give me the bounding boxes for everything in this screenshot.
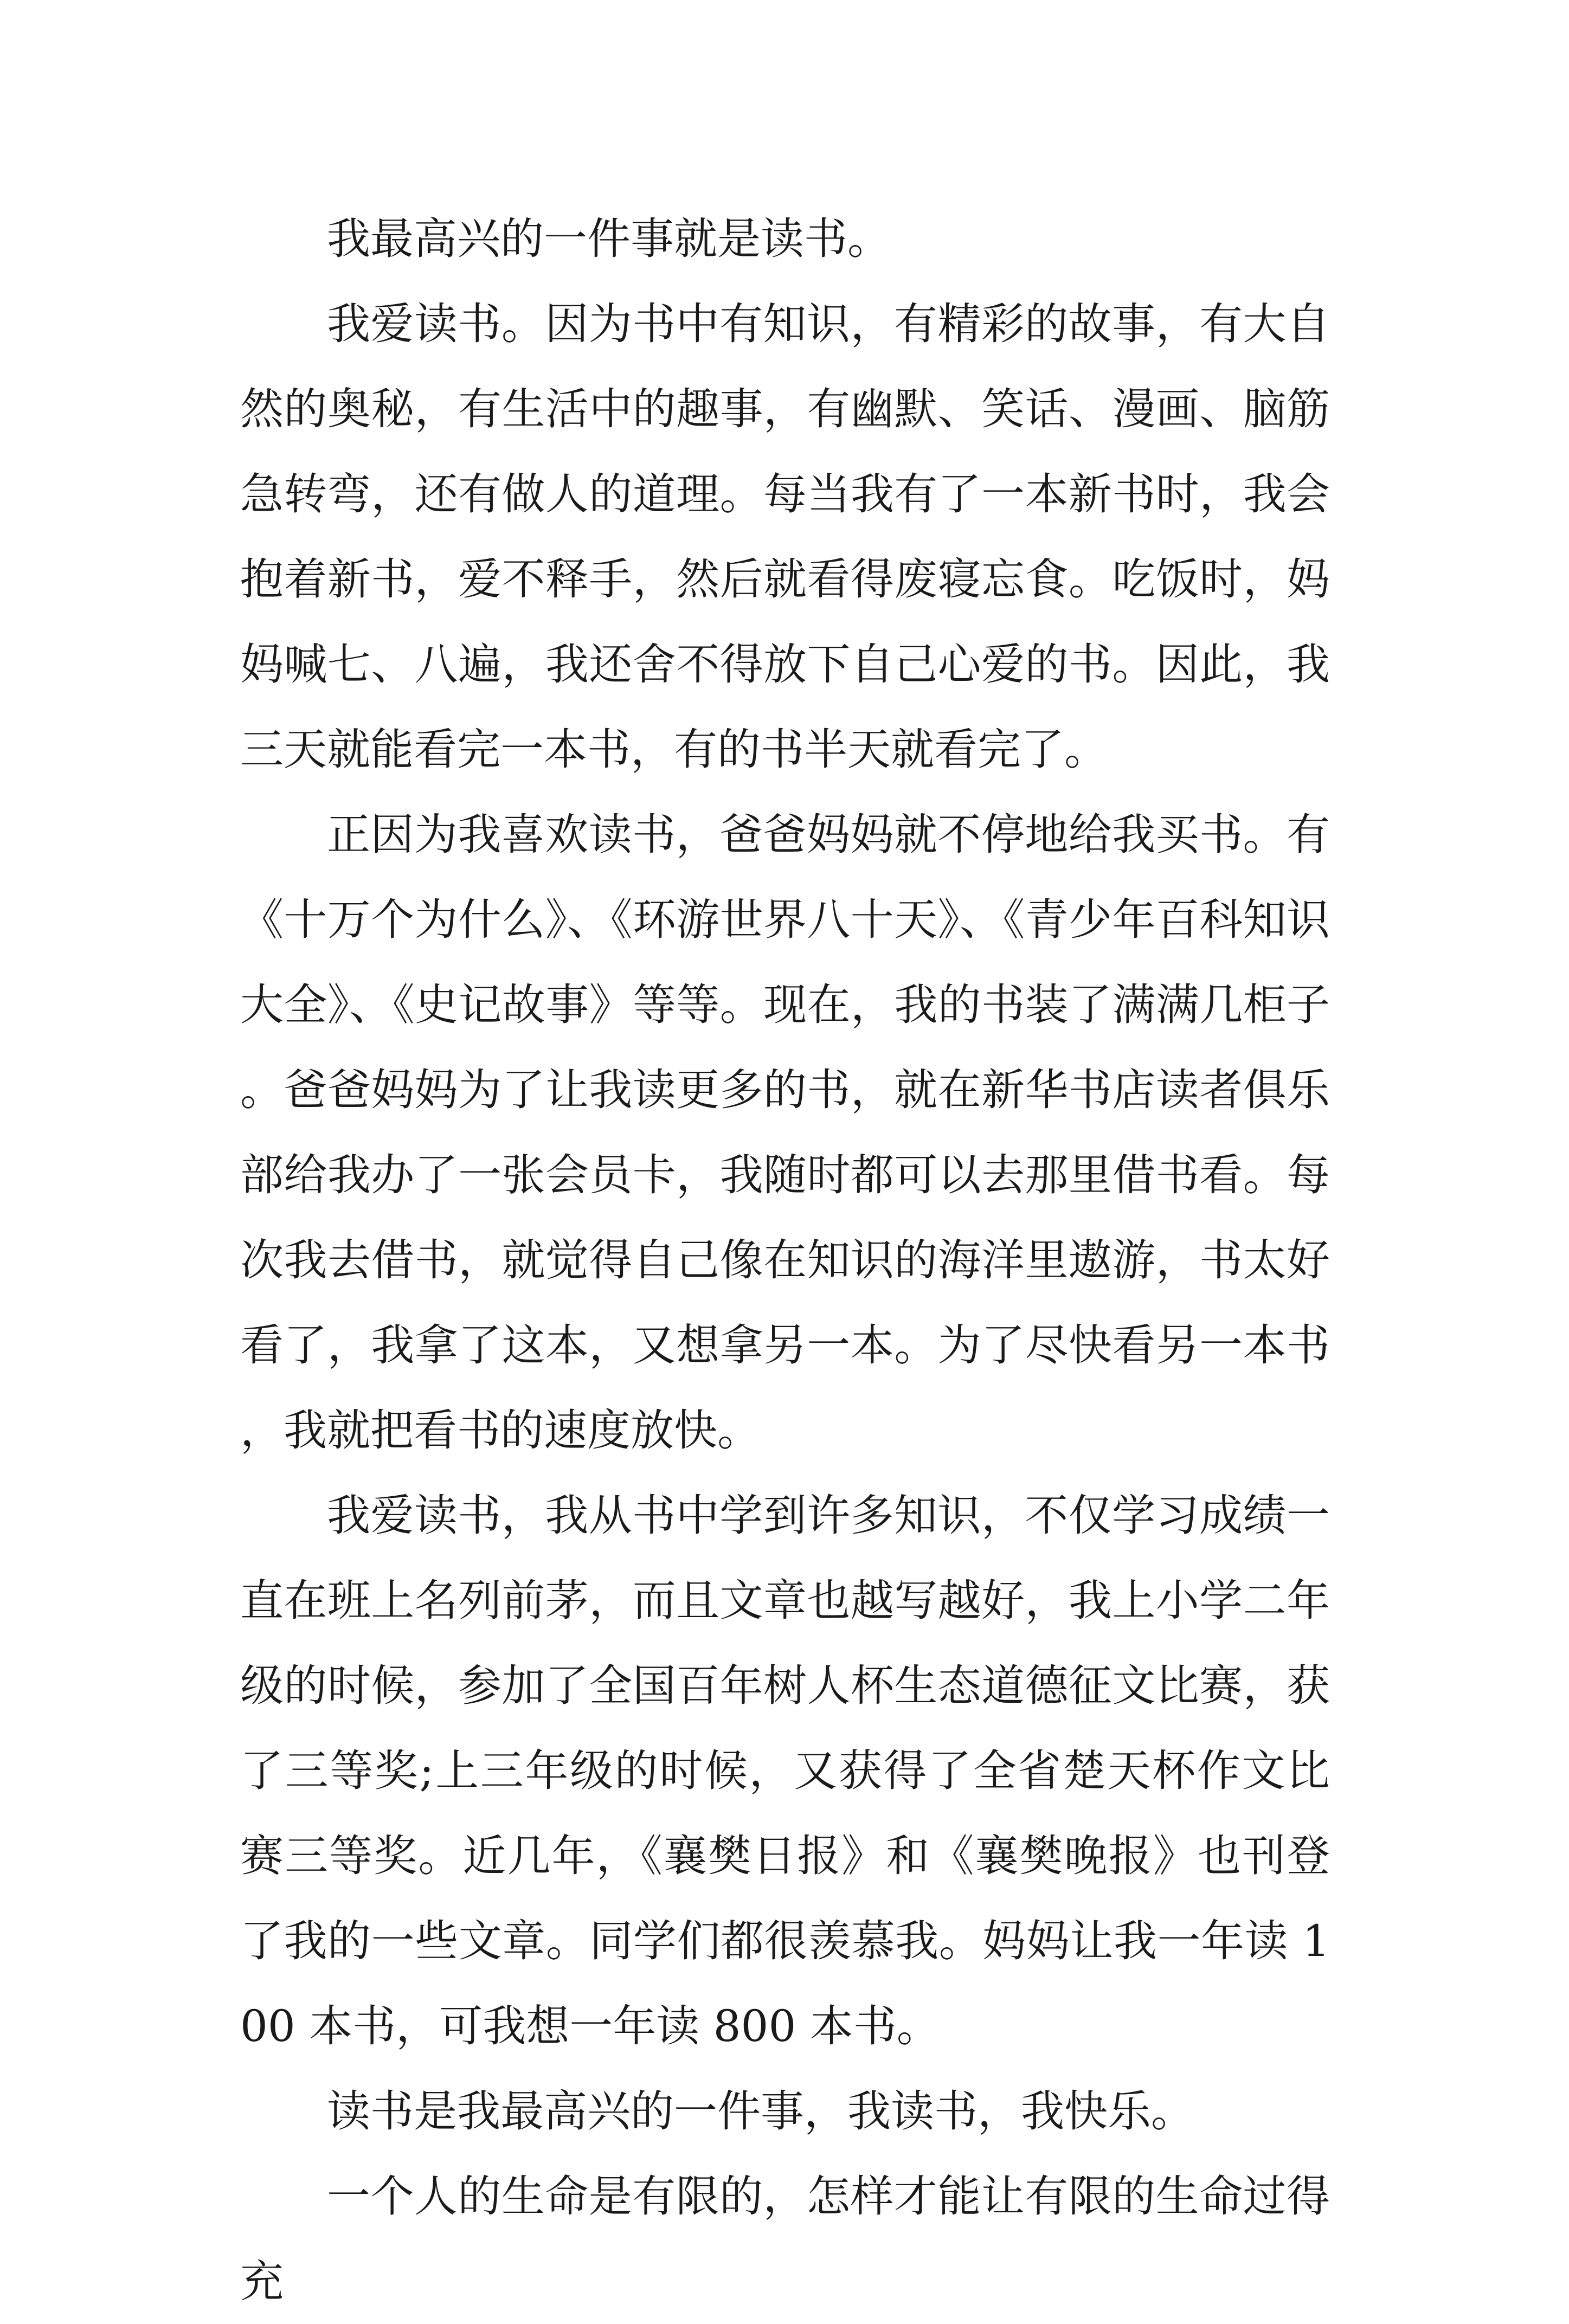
document-body bbox=[240, 196, 1330, 2324]
paragraph-3: 正因为我喜欢读书，爸爸妈妈就不停地给我买书。有《十万个为什么》、《环游世界八十天》、《青少年百科知识大全》、《史记故事》等等。现在，我的书装了满满几柜子。爸爸妈妈为了让我读更多的书，就在新华书店读者俱乐部给我办了一张会员卡，我随时都可以去那里借书看。每次我去借书，就觉得自己像在知识的海洋里遨游，书太好看了，我拿了这本，又想拿另一本。为了尽快看另一本书，我就把看书的速度放快。 bbox=[240, 809, 1330, 1456]
paragraph-6: 一个人的生命是有限的，怎样才能让有限的生命过得充 bbox=[240, 2171, 1330, 2307]
paragraph-1: 我最高兴的一件事就是读书。 bbox=[327, 214, 891, 264]
paragraph-2: 我爱读书。因为书中有知识，有精彩的故事，有大自然的奥秘，有生活中的趣事，有幽默、笑话、漫画、脑筋急转弯，还有做人的道理。每当我有了一本新书时，我会抱着新书，爱不释手，然后就看得废寝忘食。吃饭时，妈妈喊七、八遍，我还舍不得放下自己心爱的书。因此，我三天就能看完一本书，有的书半天就看完了。 bbox=[240, 299, 1330, 775]
paragraph-4: 我爱读书，我从书中学到许多知识，不仅学习成绩一直在班上名列前茅，而且文章也越写越好，我上小学二年级的时候，参加了全国百年树人杯生态道德征文比赛，获了三等奖;上三年级的时候，又获得了全省楚天杯作文比赛三等奖。近几年，《襄樊日报》和《襄樊晚报》也刊登了我的一些文章。同学们都很羡慕我。妈妈让我一年读 100 本书，可我想一年读 800 本书。 bbox=[240, 1490, 1330, 2051]
paragraph-5: 读书是我最高兴的一件事，我读书，我快乐。 bbox=[327, 2086, 1194, 2136]
